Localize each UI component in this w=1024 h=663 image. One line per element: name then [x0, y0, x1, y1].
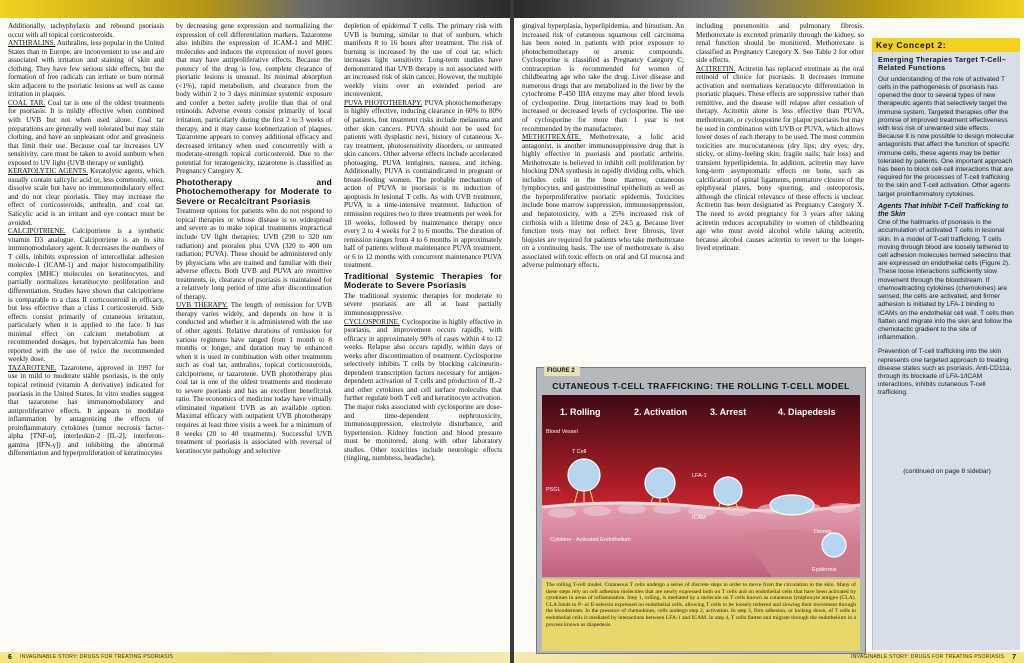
left-column-3: [344, 22, 502, 463]
keyword: CYCLOSPORINE.: [344, 317, 400, 326]
sidebar-inline-heading: Agents That Inhibit T-Cell Trafficking to the Skin: [878, 202, 1009, 219]
paragraph: [696, 65, 864, 253]
label-icam: ICAM: [692, 515, 706, 521]
figure-illustration: [542, 395, 860, 577]
paragraph: depletion of epidermal T cells. The primary risk with UVB is burning, similar to that of sunburn, which manifests 8 to 16 hours after treatment. The risk of burning is increased by the use of coal tar, which increases light sensitivity. Long-term studies have demonstrated that UVB therapy is not associated with an increased risk of skin cancer. However, the multiple weekly visits over an extended period are inconvenient.: [344, 22, 502, 99]
keyword: KERATOLYTIC AGENTS.: [8, 167, 89, 176]
right-header-bar: [514, 0, 1024, 18]
t-cell-activation: [645, 468, 675, 498]
figure-title: CUTANEOUS T-CELL TRAFFICKING: THE ROLLING T-CELL MODEL: [552, 381, 850, 391]
text: Acitretin has replaced etretinate as the oral retinoid of choice for psoriasis. It decreases immune activation and normalizes keratinocyte differentiation in psoriatic plaques. These effects are suppressive rather than remittive, and the disease will relapse after cessation of therapy. Acitretin alone is less effective than PUVA, methotrexate, or cyclosporine for plaque psoriasis but may be used in combination with UVB or PUVA, which allows lower doses of each therapy to be used. The most common toxicities are mucocutaneous (dry lips; dry eyes; dry, sticky, or slimy-feeling skin; fragile nails; hair loss) and transient hyperlipidemia. In addition, acitretin may have long-term asymptomatic effects on bone, such as calcification of spinal ligaments, premature closure of the epiphyseal plates, bony spurring, and osteoporosis, although the clinical relevance of these effects is unclear. Acitretin has been designated as Pregnancy Category X. The need to avoid pregnancy for 3 years after taking acitretin reduces acceptability to women of childbearing age who must avoid alcohol while taking acitretin, because alcohol causes acitretin to revert to the longer-lived etretinate.: [696, 64, 864, 253]
keyword: ANTHRALINS.: [8, 39, 56, 48]
t-cell-arrest: [714, 477, 742, 505]
step-arrest: 3. Arrest: [710, 407, 747, 417]
label-lfa: LFA-1: [692, 473, 707, 479]
paragraph: by decreasing gene expression and normalizing the expression of cell differentiation markers. Tazarotene also inhibits the expression of ICAM-1 and MHC molecules and induces the expression of novel genes that may have antiproliferative effects. Because the potency of the drug is low, complete clearance of psoriatic lesions is unusual. Its minimal absorption (<1%), rapid metabolism, and clearance from the body within 2 to 3 days minimize systemic exposure and confer a better safety profile than that of oral retinoids. Adverse events consist primarily of local irritation, particularly during the first 2 to 3 weeks of therapy, and it may cause koebnerization of plaques. Tazarotene appears to convey additional efficacy and decreased irritancy when used concurrently with a moderate-strength topical corticosteroid. Due to the potential for teratogenicity, tazarotene is classified as Pregnancy Category X.: [176, 22, 332, 176]
text: Methotrexate, a folic acid antagonist, is another immunosuppressive drug that is highly effective in psoriasis and psoriatic arthritis. Methotrexate is believed to inhibit cell proliferation by blocking DNA synthesis in rapidly dividing cells, which includes cells in the bone marrow, cutaneous lymphocytes, and gastrointestinal epithelium as well as the hyperproliferative psoriatic epidermis. Toxicities include bone marrow suppression, immunosuppression, and hepatotoxicity, with a 25% increased risk of cirrhosis with a lifetime dose of 24.5 g. Because liver function tests may not reflect liver fibrosis, liver biopsies are required for patients who take methotrexate on a continuing basis. The use of methotrexate is also associated with toxic effects on oral and GI mucosa and adverse pulmonary effects,: [522, 133, 684, 270]
keyword: CALCIPOTRIENE.: [8, 227, 66, 236]
paragraph: [8, 227, 164, 364]
keyword: UVB THERAPY.: [176, 301, 228, 310]
text: Calcipotriene is a synthetic vitamin D3 analogue. Calcipotriene is an in situ immunomodulatory agent. It decreases the numbers of T cells, inhibits expression of intercellular adhesion molecule-1 (ICAM-1) and major histocompatibility complex (MHC) molecules on keratinocytes, and partially normalizes keratinocyte proliferation and differentiation. Studies have shown that calcipotriene is comparable to a class II corticosteroid in efficacy, but less effective than a class I corticosteroid. Side effects consist primarily of cutaneous irritation, particularly when it is applied to the face. It has minimal effect on calcium metabolism at recommended dosages, but hypercalcemia has been reported with the use of twice the recommended weekly dose.: [8, 227, 164, 364]
label-blood-vessel: Blood Vessel: [546, 429, 578, 435]
label-epidermis: Epidermis: [812, 567, 837, 573]
right-column-1: [522, 22, 684, 362]
paragraph: The traditional systemic therapies for moderate to severe psoriasis are all at least partially immunosuppressive.: [344, 291, 502, 317]
text: PUVA photochemotherapy is highly effective, inducing clearance in 60% to 80% of patients, but treatment risks include melanoma and other skin cancers. PUVA should not be used for patients with dysplastic nevi, history of cutaneous X-ray treatment, photosensitivity disorders, or untreated skin cancers. Other adverse effects include accelerated photoaging, PUVA lentigines, nausea, and itching. Additionally, PUVA is contraindicated in pregnant or breast-feeding women. The probable mechanism of action of PUVA in psoriasis is its induction of apoptosis in lesional T cells. As with UVB treatment, PUVA is a time-intensive treatment. Induction of remission requires two to three treatments per week for 10 weeks, followed by maintenance therapy once every 2 to 4 weeks for 2 to 6 months. The duration of remission ranges from 4 to 6 months in approximately half of patients without maintenance PUVA treatment, or 6 to 12 months with concurrent maintenance PUVA treatment.: [344, 98, 502, 270]
paragraph: [344, 318, 502, 463]
paragraph: Treatment options for patients who do not respond to topical therapies or whose disease is so widespread and severe as to make topical treatments impractical include UV light therapies: UVB (290 to 320 nm radiation) and psoralen plus UVA (320 to 400 nm radiation; PUVA). These should be administered only by physicians who are trained and familiar with their adverse effects. Both UVB and PUVA are remittive treatments, ie, clearance of psoriasis is maintained for a relatively long period of time after discontinuation of therapy.: [176, 207, 332, 301]
step-rolling: 1. Rolling: [560, 407, 601, 417]
sidebar-subheading: Emerging Therapies Target T-Cell–Related Functions: [878, 55, 1006, 73]
step-diapedesis: 4. Diapedesis: [778, 407, 836, 417]
keyword: PUVA PHOTOTHERAPY.: [344, 98, 423, 107]
text: Keratolytic agents, which usually contain salicylic acid or, less commonly, urea, dissolve scale but have no immunomodulatory effect and do not clear psoriasis. They may increase the effect of corticosteroids, anthralin, and coal tar. Salicylic acid is an irritant and eye contact must be avoided.: [8, 167, 164, 227]
paragraph: [522, 133, 684, 270]
text: Tazarotene, approved in 1997 for use in mild to moderate stable psoriasis, is the only topical retinoid (vitamin A derivative) indicated for psoriasis in the United States. In vitro studies suggest that tazarotene has immunomodulatory and antiproliferative effects. It appears to modulate inflammation by antagonizing the effects of proinflammatory cytokines (tumor necrosis factor-alpha [TNF-α], interleukin-2 [IL-2], interferon-gamma [IFN-γ]) and inhibiting the abnormal differentiation and hyperproliferation of keratinocytes: [8, 363, 164, 458]
t-cell-trafficking-illustration: [542, 395, 860, 577]
text: Cyclosporine is highly effective in psoriasis, and improvement occurs rapidly, with efficacy in approximately 90% of cases within 4 to 12 weeks. Relapse also occurs rapidly, within days or weeks after discontinuation of treatment. Cyclosporine selectively inhibits T cells by blocking calcineurin-dependent transcription factors necessary for antigen-dependent activation of T cells and production of IL-2 and other cytokines and cell surface molecules that further regulate both T cell and keratinocyte activation. The major risks associated with cyclosporine are dose- and time-dependent nephrotoxicity, immunosuppression, electrolyte disturbance, and hypertension. Kidney function and blood pressure must be monitored, along with other laboratory studies. Other toxicities include neurologic effects (tingling, numbness, headache),: [344, 317, 502, 463]
paragraph: [8, 364, 164, 458]
step-activation: 2. Activation: [634, 407, 688, 417]
t-cell-rolling: [568, 459, 600, 491]
paragraph: [8, 99, 164, 167]
text: Coal tar is one of the oldest treatments for psoriasis. It is mildly effective when combined with UVB but not when used alone. Coal tar preparations are generally well tolerated but may stain clothing, and have an unpleasant odor and greasiness that limit their use. Because coal tar increases UV sensitivity, care must be taken to avoid sunburn when exposed to UV light (UVB therapy or sunlight).: [8, 98, 164, 167]
keyword: TAZAROTENE.: [8, 363, 57, 372]
sidebar-content: [878, 56, 1016, 476]
t-cell-diapedesis: [770, 495, 814, 515]
keyword: METHOTREXATE.: [522, 133, 581, 142]
t-cell-in-tissue: [822, 533, 846, 557]
page-number-right: 7: [1012, 654, 1016, 661]
paragraph: gingival hyperplasia, hyperlipidemia, and hirsutism. An increased risk of cutaneous squamous cell carcinoma has been noted in patients with prior exposure to photochemotherapy or arsenic compounds. Cyclosporine is classified as Pregnancy Category C; contraception is recommended for women of childbearing age who take the drug. Liver disease and numerous drugs that are metabolized in the liver by the cytochrome P-450 IIIA enzyme may alter blood levels of cyclosporine. Drug interactions may lead to both increased or decreased levels of cyclosporine. The use of cyclosporine for more than 1 year is not recommended by the manufacturer.: [522, 22, 684, 133]
left-header-bar: [0, 0, 510, 18]
paragraph: [8, 167, 164, 227]
sidebar-paragraph: Our understanding of the role of activated T cells in the pathogenesis of psoriasis has opened the door to several types of new therapeutic agents that selectively target the immune system. Targeted therapies offer the promise of improved treatment effectiveness with less risk of unwanted side effects. Because it is now possible to design molecular antagonists that affect the function of specific immune cells, these agents may be better tolerated by patients. One important approach has been to block cell-cell interactions that are required for the processes of T-cell trafficking to the skin and T-cell activation. Other agents target proinflammatory cytokines.: [878, 75, 1015, 198]
sidebar-heading: Key Concept 2:: [872, 38, 1020, 52]
label-psgl: PSGL: [546, 487, 561, 493]
keyword: ACITRETIN.: [696, 64, 736, 73]
sidebar-paragraph: One of the hallmarks of psoriasis is the accumulation of activated T cells in lesional skin. In a model of T-cell trafficking, T cells moving through blood are loosely tethered to cell adhesion molecules termed selectins that are expressed on endothelial cells (Figure 2). These loose interactions sufficiently slow movement through the bloodstream. If chemoattracting cytokines (chemokines) are sensed, the cells are activated, and firmer adhesion is initiated by LFA-1 binding to ICAMs on the endothelial cell wall. T cells then flatten and migrate into the skin and follow the chemotactic gradient to the site of inflammation.: [878, 219, 1014, 342]
footer-text-left: INVAGINABLE STORY: DRUGS FOR TREATING PSORIASIS: [20, 654, 174, 660]
paragraph: including pneumonitis and pulmonary fibrosis. Methotrexate is excreted primarily through the kidney, so renal function should be monitored. Methotrexate is classified as Pregnancy Category X. See Table 2 for other side effects.: [696, 22, 864, 65]
footer-text-right: INVAGINABLE STORY: DRUGS FOR TREATING PSORIASIS: [850, 654, 1004, 660]
section-heading: Phototherapy and Photochemotherapy for Moderate to Severe or Recalcitrant Psoriasis: [176, 176, 332, 206]
sidebar-continued: (continued on page 8 sidebar): [903, 467, 991, 475]
figure-caption: The rolling T-cell model. Cutaneous T cells undergo a series of discrete steps in order to move from the circulation to the skin. Many of these steps rely on cell adhesion molecules that are newly expressed both on T cells and on endothelial cells that have been activated by cytokines in areas of inflammation. Step 1, rolling, is mediated by a molecule on T cells known as cutaneous lymphocyte antigen (CLA). CLA binds to P- or E-selectin expressed on endothelial cells, allowing T cells to be loosely tethered and slowing their movement through the bloodstream. In the presence of chemokines, cells undergo step 2, activation. In step 3, firm adhesion, or locking down, of T cells to endothelial cells is mediated by interactions between LFA-1 and ICAM. In step 4, T cells flatten and migrate through the endothelium in a process known as diapedesis.: [542, 579, 860, 651]
page-number-left: 6: [8, 654, 12, 661]
left-column-1: [8, 22, 164, 458]
label-cytokine-endothelium: Cytokine - Activated Endothelium: [550, 537, 631, 543]
label-t-cell: T Cell: [572, 449, 587, 455]
left-page: [0, 0, 510, 663]
label-dermis: Dermis: [814, 529, 832, 535]
paragraph: Additionally, tachyphylaxis and rebound psoriasis occur with all topical corticosteroids.: [8, 22, 164, 39]
figure-label: FIGURE 2: [544, 366, 580, 376]
text: Anthralins, less popular in the United States than in Europe, are inconvenient to use and are associated with irritation and staining of skin and clothing. They have few serious side effects, but the formation of free radicals can irritate or burn normal skin adjacent to the psoriatic lesions as well as cause irritation in plaques.: [8, 39, 164, 99]
section-heading: Traditional Systemic Therapies for Moderate to Severe Psoriasis: [344, 270, 502, 291]
paragraph: [8, 39, 164, 99]
right-column-2: [696, 22, 864, 362]
paragraph: [344, 99, 502, 270]
keyword: COAL TAR.: [8, 98, 46, 107]
text: The length of remission for UVB therapy varies widely, and depends on how it is conducted and whether it is administered with the use of other agents. Relative durations of remission for various regimens have ranged from 1 month to 8 months or longer, and duration may be enhanced when it is used in combination with other treatments such as coal tar, anthralins, topical corticosteroids, calcipotriene, or tazarotene. UVB phototherapy plus coal tar is one of the oldest treatments and moderate to severe psoriasis and has an excellent benefit:risk ratio. The economics of medicine today have virtually eliminated inpatient UVB as an available option. Maximal efficacy with outpatient UVB phototherapy requires at least three visits a week for a minimum of 8 weeks (20 to 40 treatments). Successful UVB treatment of psoriasis is associated with reversal of keratinocyte pathology and selective: [176, 301, 332, 455]
left-column-2: [176, 22, 332, 455]
sidebar-paragraph: Prevention of T-cell trafficking into the skin represents one targeted approach to treating disease states such as psoriasis. Anti-CD11a, through its blockade of LFA-1/ICAM interactions, inhibits cutaneous T-cell trafficking.: [878, 348, 1012, 397]
paragraph: [176, 301, 332, 455]
